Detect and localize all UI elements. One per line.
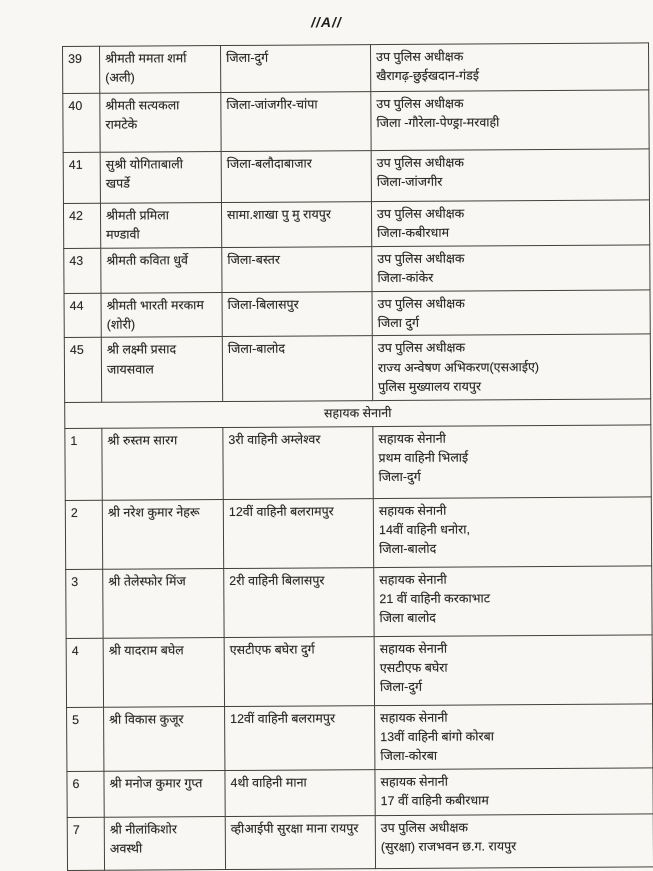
new-posting-cell: उप पुलिस अधीक्षक (सुरक्षा) राजभवन छ.ग. रायपुर	[375, 814, 653, 869]
table-row	[63, 43, 649, 94]
serial-cell: 6	[67, 771, 104, 817]
current-posting-cell: जिला-बलौदाबाजार	[221, 151, 371, 203]
new-posting-cell: सहायक सेनानी 17 वीं वाहिनी कबीरधाम	[375, 768, 653, 816]
name-cell: श्री विकास कुजूर	[104, 706, 225, 771]
table-row	[64, 334, 650, 403]
table-row	[67, 768, 653, 818]
section-title: सहायक सेनानी	[65, 399, 651, 428]
transfer-order-table	[62, 42, 653, 870]
table-row	[66, 635, 652, 708]
current-posting-cell: जिला-बालोद	[222, 336, 372, 402]
serial-cell: 4	[66, 638, 103, 707]
section-header-row	[65, 399, 651, 428]
serial-cell: 7	[67, 817, 104, 870]
serial-cell: 42	[63, 203, 100, 248]
table-row	[63, 90, 649, 153]
table-row	[67, 704, 653, 772]
table-row	[64, 245, 650, 293]
current-posting-cell: जिला-बस्तर	[222, 246, 372, 292]
table-row	[67, 814, 653, 871]
serial-cell: 39	[63, 46, 100, 93]
name-cell: श्री रुस्तम सारग	[102, 427, 223, 500]
table-row	[64, 289, 650, 337]
current-posting-cell: जिला-दुर्ग	[221, 45, 371, 93]
current-posting-cell: सामा.शाखा पु मु रायपुर	[221, 202, 371, 248]
current-posting-cell: 12वीं वाहिनी बलरामपुर	[225, 705, 375, 770]
new-posting-cell: सहायक सेनानी एसटीएफ बघेरा जिला-दुर्ग	[374, 635, 652, 706]
name-cell: श्रीमती ममता शर्मा (अली)	[100, 46, 221, 94]
table-row	[63, 200, 649, 248]
table-row	[65, 497, 651, 570]
table-row	[66, 566, 652, 639]
name-cell: श्री मनोज कुमार गुप्त	[104, 770, 225, 817]
current-posting-cell: जिला-जांजगीर-चांपा	[221, 92, 371, 152]
name-cell: श्रीमती भारती मरकाम (शोरी)	[101, 292, 222, 337]
new-posting-cell: उप पुलिस अधीक्षक जिला-जांजगीर	[371, 149, 649, 202]
new-posting-cell: उप पुलिस अधीक्षक जिला दुर्ग	[372, 289, 650, 335]
name-cell: सुश्री योगिताबाली खपर्डे	[100, 152, 221, 204]
serial-cell: 44	[64, 293, 101, 338]
scanned-table-region	[62, 42, 653, 870]
serial-cell: 40	[63, 93, 100, 152]
current-posting-cell: 2री वाहिनी बिलासपुर	[224, 567, 374, 637]
serial-cell: 45	[64, 338, 101, 403]
table-row	[63, 149, 649, 204]
serial-cell: 41	[63, 152, 100, 203]
name-cell: श्री लक्ष्मी प्रसाद जायसवाल	[101, 337, 222, 403]
new-posting-cell: उप पुलिस अधीक्षक राज्य अन्वेषण अभिकरण(एसआईए) पुलिस मुख्यालय रायपुर	[372, 334, 650, 401]
page-number-mark: //A//	[311, 14, 342, 30]
current-posting-cell: एसटीएफ बघेरा दुर्ग	[224, 636, 374, 706]
name-cell: श्री नरेश कुमार नेहरू	[102, 499, 223, 569]
current-posting-cell: 4थी वाहिनी माना	[225, 769, 375, 816]
new-posting-cell: उप पुलिस अधीक्षक जिला-कांकेर	[372, 245, 650, 291]
name-cell: श्री यादराम बघेल	[103, 637, 224, 707]
name-cell: श्रीमती कविता धुर्वे	[101, 247, 222, 292]
name-cell: श्रीमती सत्यकला रामटेके	[100, 93, 221, 153]
new-posting-cell: उप पुलिस अधीक्षक जिला -गौरेला-पेण्ड्रा-मरवाही	[371, 90, 649, 151]
name-cell: श्री तेलेस्फोर मिंज	[103, 568, 224, 638]
name-cell: श्रीमती प्रमिला मण्डावी	[100, 203, 221, 248]
serial-cell: 1	[65, 428, 102, 500]
serial-cell: 3	[66, 569, 103, 638]
current-posting-cell: व्हीआईपी सुरक्षा माना रायपुर	[225, 815, 375, 869]
new-posting-cell: सहायक सेनानी 21 वीं वाहिनी करकाभाट जिला बालोद	[374, 566, 652, 637]
table-row	[65, 425, 651, 501]
name-cell: श्री नीलांकिशोर अवस्थी	[104, 816, 225, 870]
current-posting-cell: जिला-बिलासपुर	[222, 291, 372, 337]
current-posting-cell: 3री वाहिनी अम्लेश्वर	[223, 426, 373, 499]
new-posting-cell: उप पुलिस अधीक्षक जिला-कबीरधाम	[371, 200, 649, 246]
serial-cell: 2	[65, 500, 102, 569]
current-posting-cell: 12वीं वाहिनी बलरामपुर	[223, 498, 373, 568]
new-posting-cell: सहायक सेनानी 13वीं वाहिनी बांगो कोरबा जिला-कोरबा	[375, 704, 653, 770]
new-posting-cell: सहायक सेनानी प्रथम वाहिनी भिलाई जिला-दुर्ग	[373, 425, 651, 499]
new-posting-cell: सहायक सेनानी 14वीं वाहिनी धनोरा, जिला-बालोद	[373, 497, 651, 568]
serial-cell: 43	[64, 248, 101, 293]
serial-cell: 5	[67, 707, 104, 771]
new-posting-cell: उप पुलिस अधीक्षक खैरागढ़-छुईखदान-गंडई	[370, 43, 648, 92]
